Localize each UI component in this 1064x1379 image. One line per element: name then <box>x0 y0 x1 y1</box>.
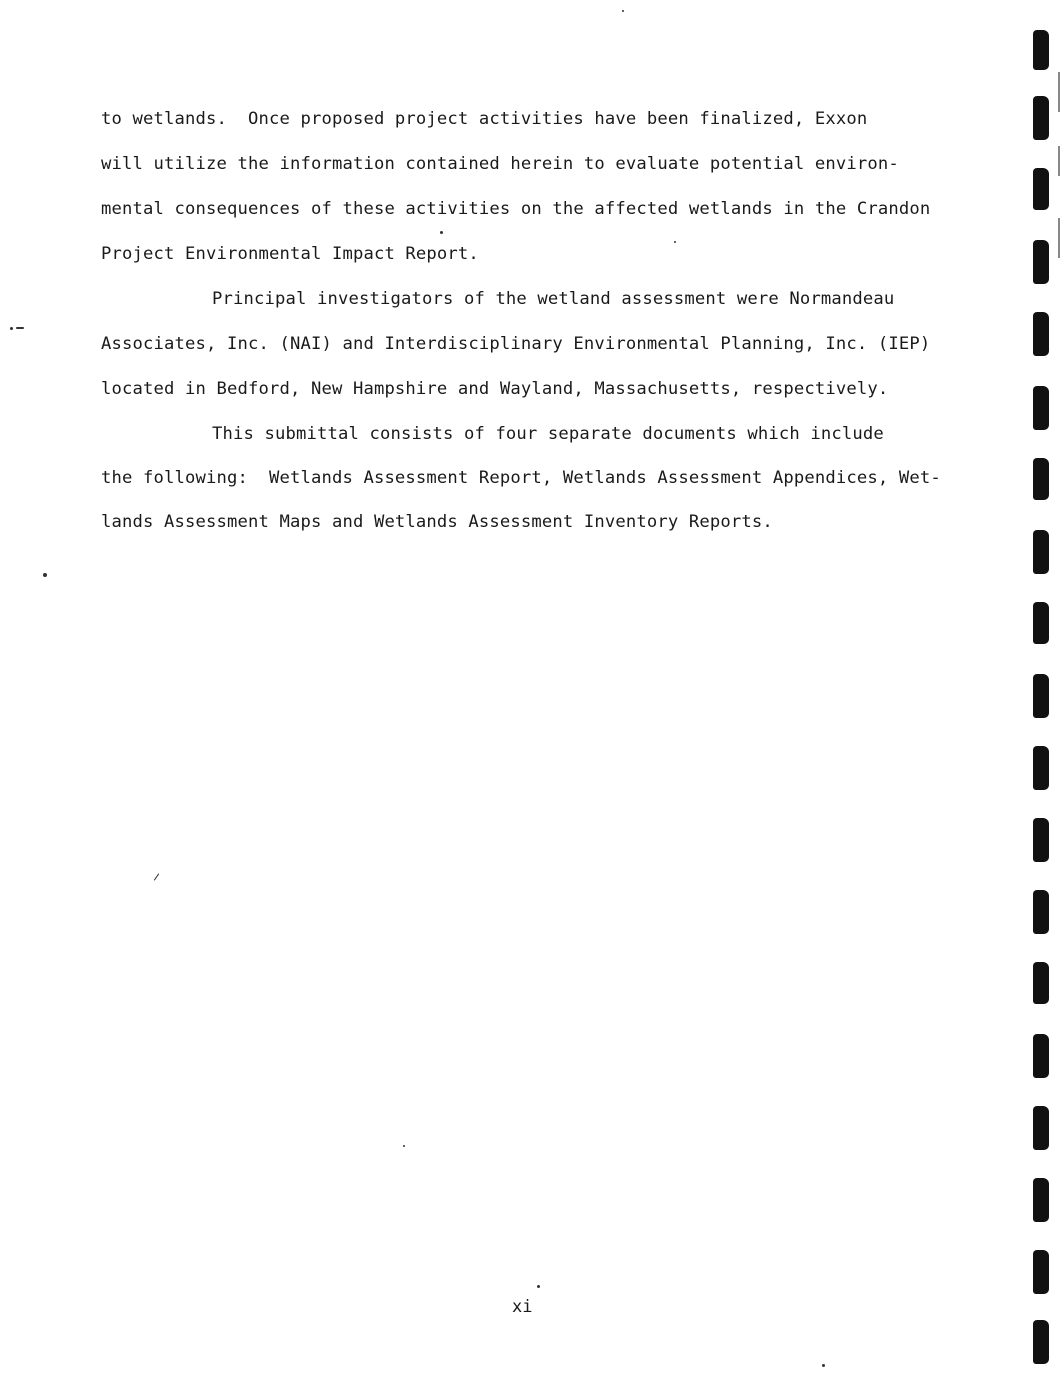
page-edge-mark <box>1058 72 1060 112</box>
scan-speck <box>16 327 24 329</box>
binding-hole <box>1033 962 1049 1004</box>
scan-speck <box>440 231 443 234</box>
paragraph-1-line-2: will utilize the information contained herein to evaluate potential environ- <box>101 154 899 174</box>
scan-speck <box>154 873 159 880</box>
binding-strip <box>1028 0 1064 1379</box>
binding-hole <box>1033 168 1049 210</box>
scan-speck <box>10 327 13 330</box>
binding-hole <box>1033 1178 1049 1222</box>
scan-speck <box>822 1364 825 1367</box>
paragraph-1-line-4: Project Environmental Impact Report. <box>101 244 479 264</box>
scan-speck <box>43 573 47 577</box>
binding-hole <box>1033 530 1049 574</box>
paragraph-2-line-1: Principal investigators of the wetland assessment were Normandeau <box>212 289 895 309</box>
paragraph-1-line-1: to wetlands. Once proposed project activities have been finalized, Exxon <box>101 109 868 129</box>
page-edge-mark <box>1058 218 1060 258</box>
binding-hole <box>1033 602 1049 644</box>
binding-hole <box>1033 818 1049 862</box>
page-edge-mark <box>1058 146 1060 176</box>
paragraph-2-line-2: Associates, Inc. (NAI) and Interdisciplinary Environmental Planning, Inc. (IEP) <box>101 334 931 354</box>
paragraph-3-line-3: lands Assessment Maps and Wetlands Assessment Inventory Reports. <box>101 512 773 532</box>
binding-hole <box>1033 386 1049 430</box>
paragraph-2-line-3: located in Bedford, New Hampshire and Wayland, Massachusetts, respectively. <box>101 379 889 399</box>
binding-hole <box>1033 674 1049 718</box>
binding-hole <box>1033 1320 1049 1364</box>
binding-hole <box>1033 312 1049 356</box>
scan-speck <box>622 10 624 12</box>
scan-speck <box>674 241 676 243</box>
binding-hole <box>1033 746 1049 790</box>
page-number: xi <box>512 1297 533 1317</box>
paragraph-1-line-3: mental consequences of these activities on the affected wetlands in the Crandon <box>101 199 931 219</box>
binding-hole <box>1033 890 1049 934</box>
binding-hole <box>1033 30 1049 70</box>
binding-hole <box>1033 96 1049 140</box>
binding-hole <box>1033 458 1049 500</box>
binding-hole <box>1033 1250 1049 1294</box>
binding-hole <box>1033 240 1049 284</box>
binding-hole <box>1033 1106 1049 1150</box>
binding-hole <box>1033 1034 1049 1078</box>
paragraph-3-line-2: the following: Wetlands Assessment Report, Wetlands Assessment Appendices, Wet- <box>101 468 941 488</box>
paragraph-3-line-1: This submittal consists of four separate documents which include <box>212 424 884 444</box>
scan-speck <box>403 1145 405 1147</box>
scan-speck <box>537 1285 540 1288</box>
